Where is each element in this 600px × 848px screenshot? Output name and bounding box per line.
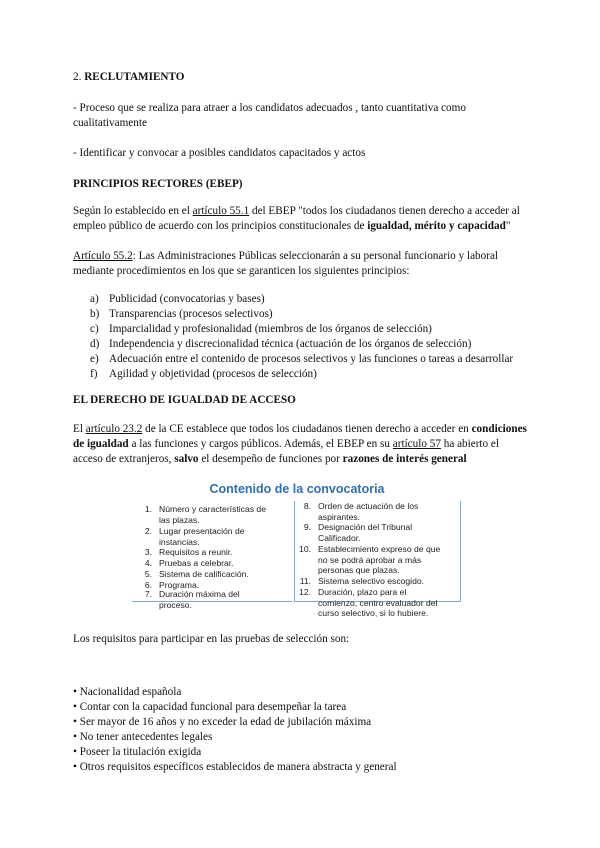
figure-left-column xyxy=(132,501,292,610)
list-text: Independencia y discrecionalidad técnica (actuación de los órganos de selección) xyxy=(109,338,472,350)
item-number: 6. xyxy=(144,580,152,590)
item-number: 11. xyxy=(299,576,311,586)
heading-text: PRINCIPIOS RECTORES (EBEP) xyxy=(73,178,243,190)
item-line: Número y características de xyxy=(159,504,266,514)
item-number: 1. xyxy=(144,504,152,514)
paragraph xyxy=(73,249,528,279)
text-line xyxy=(73,204,528,219)
convocatoria-figure xyxy=(132,478,462,619)
item-line: Duración máxima del xyxy=(159,589,240,599)
bullet-item xyxy=(73,730,533,745)
text-span: " xyxy=(505,220,511,232)
bullet-text: Nacionalidad española xyxy=(79,686,182,698)
item-number: 4. xyxy=(144,558,152,568)
bold-span: de igualdad xyxy=(73,438,129,450)
item-text xyxy=(318,522,458,543)
bold-span: igualdad, mérito y capacidad xyxy=(367,220,506,232)
list-item xyxy=(90,337,530,352)
list-marker: a) xyxy=(90,293,99,305)
list-text: Agilidad y objetividad (procesos de selección) xyxy=(109,368,317,380)
article-link[interactable]: artículo 23.2 xyxy=(85,423,143,435)
figure-columns xyxy=(132,501,459,619)
article-link[interactable]: artículo 57 xyxy=(392,438,441,450)
bullet-item xyxy=(73,685,533,700)
text-span: del EBEP "todos los ciudadanos tienen derecho a acceder al xyxy=(249,205,520,217)
bullet-marker: • xyxy=(73,701,77,713)
text-span: ha abierto el xyxy=(440,438,500,450)
list-marker: c) xyxy=(90,323,99,335)
item-line: curso selectivo, si lo hubiere. xyxy=(318,608,429,619)
text-span: de la CE establece que todos los ciudadanos tienen derecho a acceder en xyxy=(142,423,472,435)
bullet-marker: • xyxy=(73,731,77,743)
text-line xyxy=(73,437,528,452)
text-line: - Proceso que se realiza para atraer a los candidatos adecuados , tanto cuantitativa como xyxy=(73,102,466,114)
bullet-text: Poseer la titulación exigida xyxy=(79,746,202,758)
item-text xyxy=(318,544,458,576)
item-number: 9. xyxy=(303,522,311,532)
text-span: a las funciones y cargos públicos. Además, el EBEP en su xyxy=(128,438,393,450)
list-item xyxy=(90,322,530,337)
list-marker: d) xyxy=(90,338,100,350)
list-text: Transparencias (procesos selectivos) xyxy=(109,308,273,320)
item-text xyxy=(318,587,458,619)
list-marker: f) xyxy=(90,368,98,380)
list-item xyxy=(90,292,530,307)
item-line: proceso. xyxy=(159,599,192,610)
article-link[interactable]: Artículo 55.2 xyxy=(73,250,133,262)
item-number: 2. xyxy=(144,526,152,536)
item-line: las plazas. xyxy=(159,514,200,525)
item-text: Programa. xyxy=(159,580,200,590)
item-number: 8. xyxy=(303,501,311,511)
item-line: comienzo, centro evaluador del xyxy=(318,597,438,608)
section-heading xyxy=(73,70,528,85)
heading-text: EL DERECHO DE IGUALDAD DE ACCESO xyxy=(73,394,296,406)
text-line: - Identificar y convocar a posibles candidatos capacitados y actos xyxy=(73,147,366,159)
bullet-marker: • xyxy=(73,746,77,758)
text-span: El xyxy=(73,423,86,435)
paragraph xyxy=(73,146,528,161)
item-line: Calificador. xyxy=(318,532,361,543)
list-text: Adecuación entre el contenido de procesos selectivos y las funciones o tareas a desarrollar xyxy=(109,353,514,365)
item-line: Lugar presentación de xyxy=(159,526,245,536)
item-number: 10. xyxy=(299,544,311,554)
item-text: Pruebas a celebrar. xyxy=(159,558,234,568)
bullet-marker: • xyxy=(73,716,77,728)
list-text: Imparcialidad y profesionalidad (miembros de los órganos de selección) xyxy=(109,323,432,335)
item-line: personas que plazas. xyxy=(318,565,400,576)
item-line: Establecimiento expreso de que xyxy=(318,544,441,554)
bullet-marker: • xyxy=(73,686,77,698)
list-text: Publicidad (convocatorias y bases) xyxy=(109,293,265,305)
bold-span: salvo xyxy=(174,453,199,465)
text-line: cualitativamente xyxy=(73,117,147,129)
bold-span: condiciones xyxy=(471,423,527,435)
bold-span: razones de interés general xyxy=(342,453,467,465)
item-line: Orden de actuación de los xyxy=(318,501,419,511)
text-line xyxy=(73,219,528,234)
item-number: 7. xyxy=(144,589,152,599)
text-span: : Las Administraciones Públicas seleccionarán a su personal funcionario y laboral xyxy=(132,250,499,262)
item-text xyxy=(318,501,458,522)
text-line xyxy=(73,422,528,437)
text-line xyxy=(73,452,528,467)
paragraph xyxy=(73,422,528,467)
item-text: Requisitos a reunir. xyxy=(159,547,233,557)
bullet-marker: • xyxy=(73,761,77,773)
item-number: 12. xyxy=(299,587,311,597)
bullet-item xyxy=(73,745,533,760)
figure-right-column xyxy=(294,501,461,619)
list-marker: e) xyxy=(90,353,99,365)
text-span: el desempeño de funciones por xyxy=(198,453,343,465)
item-number: 5. xyxy=(144,569,152,579)
text-line xyxy=(73,249,528,264)
text-span: Según lo establecido en el xyxy=(73,205,193,217)
list-item xyxy=(90,352,530,367)
section-title: RECLUTAMIENTO xyxy=(84,71,185,83)
list-marker: b) xyxy=(90,308,100,320)
bullet-item xyxy=(73,700,533,715)
list-item xyxy=(90,367,530,382)
paragraph xyxy=(73,101,528,131)
item-text: Sistema selectivo escogido. xyxy=(318,576,425,586)
bullet-item xyxy=(73,760,533,775)
item-text xyxy=(159,504,289,525)
item-text: Sistema de calificación. xyxy=(159,569,249,579)
item-number: 3. xyxy=(144,547,152,557)
bullet-text: Contar con la capacidad funcional para desempeñar la tarea xyxy=(79,701,347,713)
bullet-text: Otros requisitos específicos establecidos de manera abstracta y general xyxy=(79,761,397,773)
bullet-item xyxy=(73,715,533,730)
paragraph xyxy=(73,632,528,647)
item-text xyxy=(159,526,289,547)
item-line: Designación del Tribunal xyxy=(318,522,413,532)
text-span: acceso de extranjeros, xyxy=(73,453,175,465)
section-number: 2. xyxy=(73,71,82,83)
bullet-text: No tener antecedentes legales xyxy=(79,731,213,743)
item-line: instancias. xyxy=(159,536,200,547)
principles-heading xyxy=(73,177,528,192)
text-span: empleo público de acuerdo con los principios constitucionales de xyxy=(73,220,368,232)
text-line: mediante procedimientos en los que se garanticen los siguientes principios: xyxy=(73,265,410,277)
bullet-text: Ser mayor de 16 años y no exceder la edad de jubilación máxima xyxy=(79,716,372,728)
paragraph xyxy=(73,204,528,234)
list-item xyxy=(90,307,530,322)
article-link[interactable]: artículo 55.1 xyxy=(192,205,250,217)
equality-heading xyxy=(73,393,528,408)
text-line: Los requisitos para participar en las pruebas de selección son: xyxy=(73,633,350,645)
item-line: no se podrá aprobar a más xyxy=(318,554,422,565)
item-line: Duración, plazo para el xyxy=(318,587,407,597)
item-line: aspirantes. xyxy=(318,511,361,522)
item-text xyxy=(159,589,289,610)
figure-title: Contenido de la convocatoria xyxy=(209,482,385,496)
